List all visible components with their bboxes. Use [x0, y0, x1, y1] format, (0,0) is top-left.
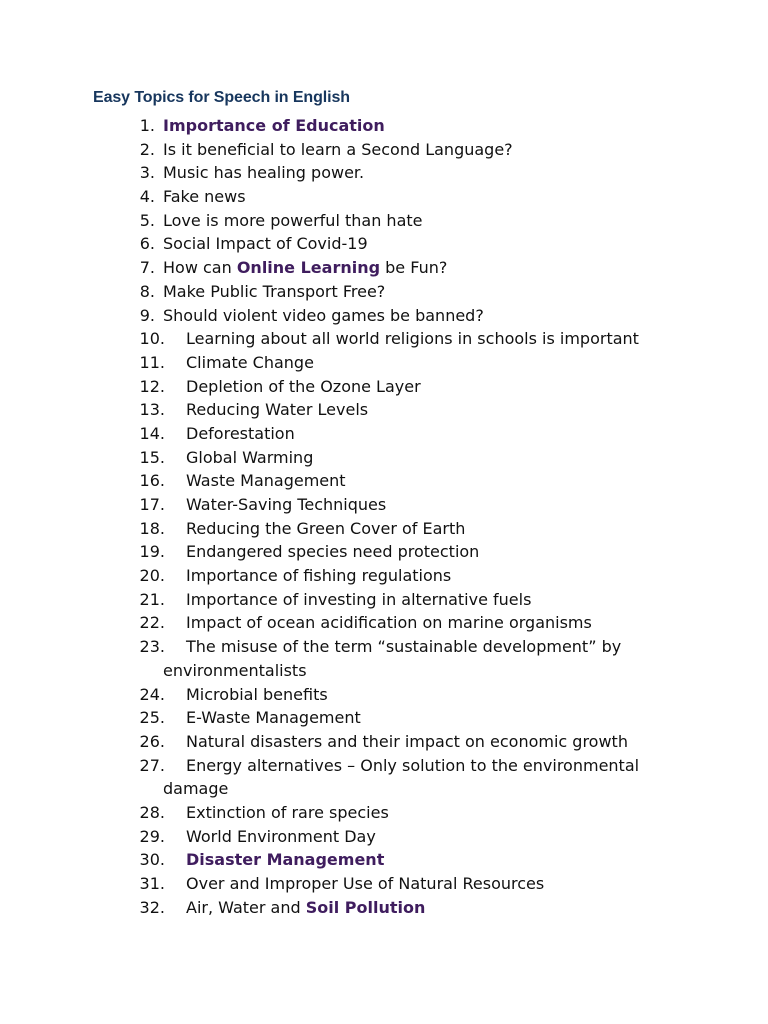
list-item	[0, 256, 768, 280]
list-item	[0, 517, 768, 541]
topic-text: Reducing Water Levels	[186, 400, 369, 420]
list-item-text	[163, 114, 385, 138]
list-item-text	[186, 540, 479, 564]
list-item-text	[186, 730, 628, 754]
list-item	[0, 564, 768, 588]
list-item-number: 4.	[139, 187, 155, 207]
topic-text: Global Warming	[186, 447, 314, 467]
list-item	[0, 493, 768, 517]
topic-text: Social Impact of Covid-19	[163, 234, 368, 254]
list-item-text	[186, 872, 544, 896]
list-item-number: 23.	[139, 637, 165, 657]
topic-text: The misuse of the term “sustainable development” by	[186, 637, 622, 657]
list-item-number: 18.	[139, 518, 165, 538]
list-item-text	[186, 446, 313, 470]
list-item-text	[186, 611, 592, 635]
list-item-text	[163, 232, 368, 256]
list-item-number: 28.	[139, 802, 165, 822]
list-item-text	[186, 422, 295, 446]
topic-text: Natural disasters and their impact on economic growth	[186, 731, 628, 751]
list-item-text	[163, 256, 447, 280]
list-item-text	[186, 375, 421, 399]
list-item-text	[186, 825, 376, 849]
list-item-number: 12.	[139, 376, 165, 396]
list-item-text	[186, 588, 531, 612]
topic-text: Endangered species need protection	[186, 542, 480, 562]
list-item	[0, 872, 768, 896]
list-item-text	[186, 327, 639, 351]
topic-text: be Fun?	[380, 258, 448, 278]
list-item	[0, 138, 768, 162]
topic-text: Importance of fishing regulations	[186, 566, 452, 586]
list-item-number: 7.	[139, 258, 155, 278]
list-item-text	[186, 564, 451, 588]
topic-text: Climate Change	[186, 352, 314, 372]
list-item-number: 6.	[139, 234, 155, 254]
topic-text: Water-Saving Techniques	[186, 495, 387, 514]
list-item	[0, 469, 768, 493]
highlighted-topic: Soil Pollution	[305, 897, 426, 917]
topic-text: Air, Water and	[186, 897, 306, 917]
list-item-number: 29.	[139, 826, 165, 846]
list-item-number: 10.	[139, 329, 165, 349]
topic-text: Microbial benefits	[186, 684, 328, 704]
list-item	[0, 896, 768, 920]
list-item-number: 19.	[139, 542, 165, 562]
topic-text: Energy alternatives – Only solution to the environmental	[186, 755, 640, 775]
list-item-number: 22.	[139, 613, 165, 633]
topic-text: Reducing the Green Cover of Earth	[186, 518, 466, 538]
topic-text: Music has healing power.	[163, 163, 365, 183]
topic-text: How can	[163, 258, 237, 278]
list-item-number: 32.	[139, 897, 165, 917]
list-item	[0, 825, 768, 849]
list-item-number: 17.	[139, 495, 165, 514]
list-item-text	[186, 754, 639, 778]
list-item-text	[186, 469, 346, 493]
list-item	[0, 304, 768, 328]
list-item-number: 21.	[139, 589, 165, 609]
list-item-text	[186, 801, 389, 825]
list-item	[0, 683, 768, 707]
list-item	[0, 232, 768, 256]
list-item-number: 25.	[139, 708, 165, 728]
list-item-number: 5.	[139, 210, 155, 230]
list-item	[0, 375, 768, 399]
list-item	[0, 635, 768, 682]
topic-text: Love is more powerful than hate	[163, 210, 423, 230]
list-item-number: 14.	[139, 423, 165, 443]
topic-text: Make Public Transport Free?	[163, 281, 386, 301]
list-item-number: 9.	[139, 305, 155, 325]
list-item	[0, 588, 768, 612]
list-item-text	[186, 517, 465, 541]
list-item-continuation: environmentalists	[163, 660, 307, 680]
topic-text: Deforestation	[186, 423, 295, 443]
list-item-number: 24.	[139, 684, 165, 704]
list-item-text	[186, 848, 384, 872]
list-item-text	[163, 209, 422, 233]
topic-text: Is it beneficial to learn a Second Language?	[163, 139, 513, 159]
list-item-number: 27.	[139, 755, 165, 775]
list-item	[0, 422, 768, 446]
list-item-continuation: damage	[163, 779, 229, 799]
list-item-text	[186, 683, 328, 707]
list-item-text	[163, 138, 513, 162]
list-item	[0, 848, 768, 872]
list-item	[0, 280, 768, 304]
highlighted-topic: Online Learning	[236, 258, 381, 278]
list-item-number: 30.	[139, 850, 165, 870]
list-item	[0, 730, 768, 754]
list-item	[0, 801, 768, 825]
list-item-number: 8.	[139, 281, 155, 301]
list-item	[0, 540, 768, 564]
topic-text: Extinction of rare species	[186, 802, 389, 822]
list-item	[0, 754, 768, 801]
list-item-text	[186, 706, 361, 730]
topic-text: Fake news	[163, 187, 246, 207]
list-item	[0, 351, 768, 375]
list-item-text	[186, 635, 621, 659]
list-item	[0, 114, 768, 138]
list-item-number: 16.	[139, 471, 165, 491]
topic-text: E-Waste Management	[186, 708, 361, 728]
list-item-text	[163, 304, 484, 328]
list-item	[0, 209, 768, 233]
document-heading: Easy Topics for Speech in English	[93, 89, 350, 106]
list-item-number: 13.	[139, 400, 165, 420]
list-item-number: 2.	[139, 139, 155, 159]
list-item-text	[186, 493, 386, 517]
topic-text: Learning about all world religions in schools is important	[186, 329, 639, 349]
list-item-number: 31.	[139, 874, 165, 894]
list-item-number: 11.	[139, 352, 165, 372]
list-item-number: 15.	[139, 447, 165, 467]
topic-text: Over and Improper Use of Natural Resources	[186, 874, 545, 894]
list-item-text	[186, 896, 425, 920]
list-item	[0, 446, 768, 470]
list-item	[0, 398, 768, 422]
list-item-number: 3.	[139, 163, 155, 183]
list-item-number: 1.	[139, 116, 155, 135]
list-item-number: 26.	[139, 731, 165, 751]
topic-text: Impact of ocean acidification on marine organisms	[186, 613, 592, 633]
topic-list	[0, 114, 768, 919]
list-item-text	[163, 280, 385, 304]
list-item	[0, 706, 768, 730]
list-item-text	[163, 185, 246, 209]
list-item	[0, 185, 768, 209]
list-item-text	[186, 351, 314, 375]
list-item-text	[163, 161, 364, 185]
topic-text: World Environment Day	[186, 826, 376, 846]
list-item	[0, 611, 768, 635]
topic-text: Waste Management	[186, 471, 346, 491]
list-item-text	[186, 398, 368, 422]
topic-text: Should violent video games be banned?	[163, 305, 484, 325]
list-item-number: 20.	[139, 566, 165, 586]
highlighted-topic: Disaster Management	[186, 850, 385, 870]
list-item	[0, 161, 768, 185]
topic-text: Importance of investing in alternative fuels	[186, 589, 532, 609]
topic-text: Depletion of the Ozone Layer	[186, 376, 421, 396]
highlighted-topic: Importance of Education	[163, 116, 385, 135]
list-item	[0, 327, 768, 351]
